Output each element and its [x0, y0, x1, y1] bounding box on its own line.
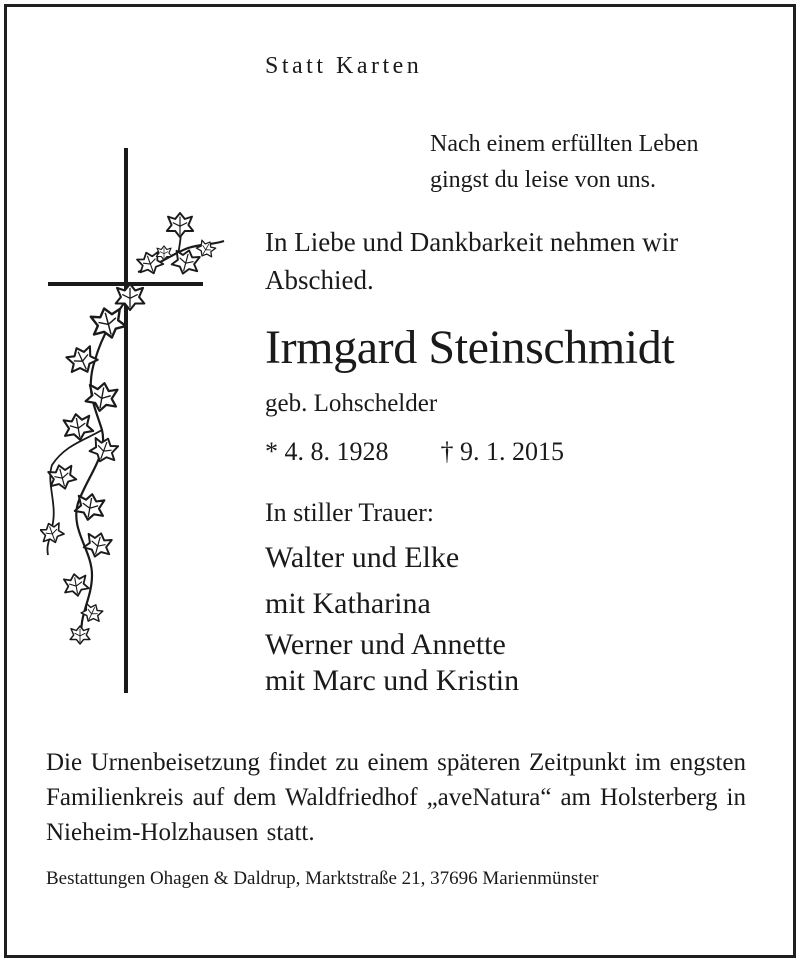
quote-line-1: Nach einem erfüllten Leben	[430, 131, 699, 157]
mourner-line-3: Werner und Annette	[265, 628, 506, 661]
intro-line-1: In Liebe und Dankbarkeit nehmen wir	[265, 227, 679, 257]
intro-line-2: Abschied.	[265, 265, 374, 295]
mourner-line-1: Walter und Elke	[265, 541, 460, 574]
cross-with-ivy-icon	[40, 145, 240, 695]
quote-line-2: gingst du leise von uns.	[430, 167, 656, 193]
mourner-line-2: mit Katharina	[265, 587, 431, 620]
burial-notice: Die Urnenbeisetzung findet zu einem späteren Zeitpunkt im engsten Familienkreis auf dem Waldfriedhof „aveNatura“ am Holsterberg in Nieheim-Holzhausen statt.	[46, 749, 746, 846]
cross-vertical-beam	[124, 148, 128, 693]
life-dates	[265, 437, 564, 467]
header-label: Statt Karten	[265, 53, 423, 79]
quote	[430, 126, 699, 198]
farewell-intro	[265, 223, 678, 299]
deceased-name: Irmgard Steinschmidt	[265, 321, 675, 374]
mourners-heading: In stiller Trauer:	[265, 498, 434, 527]
funeral-home-footer: Bestattungen Ohagen & Daldrup, Marktstraße 21, 37696 Marienmünster	[46, 868, 599, 889]
mourner-line-4: mit Marc und Kristin	[265, 664, 520, 697]
death-date: † 9. 1. 2015	[440, 437, 564, 466]
birth-date: * 4. 8. 1928	[265, 437, 389, 466]
maiden-name: geb. Lohschelder	[265, 390, 438, 417]
mourner-lines-3-4	[265, 627, 519, 699]
cross-horizontal-beam	[48, 282, 203, 286]
